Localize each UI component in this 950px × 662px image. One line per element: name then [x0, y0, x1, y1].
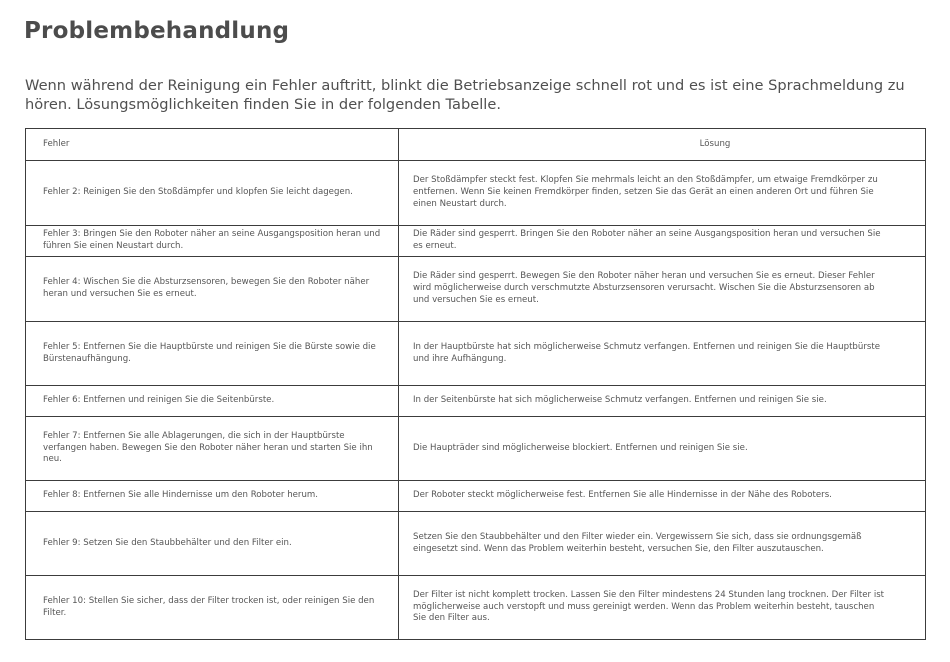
solution-cell: Setzen Sie den Staubbehälter und den Filter wieder ein. Vergewissern Sie sich, dass sie ordnungsgemäß eingesetzt sind. Wenn das Problem weiterhin besteht, versuchen Sie, den Filter auszutauschen.	[399, 512, 926, 576]
table-row	[26, 512, 926, 576]
error-cell: Fehler 8: Entfernen Sie alle Hindernisse um den Roboter herum.	[26, 481, 399, 512]
troubleshooting-table	[25, 128, 926, 640]
error-cell: Fehler 7: Entfernen Sie alle Ablagerungen, die sich in der Hauptbürste verfangen haben. Bewegen Sie den Roboter näher heran und starten Sie ihn neu.	[26, 417, 399, 481]
table-row	[26, 322, 926, 386]
error-cell: Fehler 9: Setzen Sie den Staubbehälter und den Filter ein.	[26, 512, 399, 576]
error-cell: Fehler 5: Entfernen Sie die Hauptbürste und reinigen Sie die Bürste sowie die Bürstenaufhängung.	[26, 322, 399, 386]
solution-cell: In der Seitenbürste hat sich möglicherweise Schmutz verfangen. Entfernen und reinigen Sie sie.	[399, 386, 926, 417]
table-row	[26, 386, 926, 417]
error-cell: Fehler 10: Stellen Sie sicher, dass der Filter trocken ist, oder reinigen Sie den Filter.	[26, 576, 399, 640]
column-header-loesung: Lösung	[399, 129, 926, 161]
intro-paragraph: Wenn während der Reinigung ein Fehler auftritt, blinkt die Betriebsanzeige schnell rot und es ist eine Sprachmeldung zu hören. Lösungsmöglichkeiten finden Sie in der folgenden Tabelle.	[25, 77, 905, 113]
table-row	[26, 576, 926, 640]
error-cell: Fehler 4: Wischen Sie die Absturzsensoren, bewegen Sie den Roboter näher heran und versuchen Sie es erneut.	[26, 257, 399, 322]
error-cell: Fehler 3: Bringen Sie den Roboter näher an seine Ausgangsposition heran und führen Sie einen Neustart durch.	[26, 226, 399, 257]
column-header-fehler: Fehler	[26, 129, 399, 161]
error-cell: Fehler 2: Reinigen Sie den Stoßdämpfer und klopfen Sie leicht dagegen.	[26, 161, 399, 226]
solution-cell: Die Haupträder sind möglicherweise blockiert. Entfernen und reinigen Sie sie.	[399, 417, 926, 481]
table-row	[26, 481, 926, 512]
solution-cell: Die Räder sind gesperrt. Bewegen Sie den Roboter näher heran und versuchen Sie es erneut. Dieser Fehler wird möglicherweise durch verschmutzte Absturzsensoren verursacht. Wischen Sie die Absturzsensoren ab und versuchen Sie es erneut.	[399, 257, 926, 322]
solution-cell: Der Roboter steckt möglicherweise fest. Entfernen Sie alle Hindernisse in der Nähe des Roboters.	[399, 481, 926, 512]
error-cell: Fehler 6: Entfernen und reinigen Sie die Seitenbürste.	[26, 386, 399, 417]
table-row	[26, 417, 926, 481]
table-header-row	[26, 129, 926, 161]
table-row	[26, 161, 926, 226]
table-row	[26, 257, 926, 322]
solution-cell: Der Stoßdämpfer steckt fest. Klopfen Sie mehrmals leicht an den Stoßdämpfer, um etwaige Fremdkörper zu entfernen. Wenn Sie keinen Fremdkörper finden, setzen Sie das Gerät an einen anderen Ort und führen Sie einen Neustart durch.	[399, 161, 926, 226]
page-title: Problembehandlung	[24, 18, 290, 44]
table-row	[26, 226, 926, 257]
solution-cell: Die Räder sind gesperrt. Bringen Sie den Roboter näher an seine Ausgangsposition heran und versuchen Sie es erneut.	[399, 226, 926, 257]
solution-cell: In der Hauptbürste hat sich möglicherweise Schmutz verfangen. Entfernen und reinigen Sie die Hauptbürste und ihre Aufhängung.	[399, 322, 926, 386]
solution-cell: Der Filter ist nicht komplett trocken. Lassen Sie den Filter mindestens 24 Stunden lang trocknen. Der Filter ist möglicherweise auch verstopft und muss gereinigt werden. Wenn das Problem weiterhin besteht, tauschen Sie den Filter aus.	[399, 576, 926, 640]
